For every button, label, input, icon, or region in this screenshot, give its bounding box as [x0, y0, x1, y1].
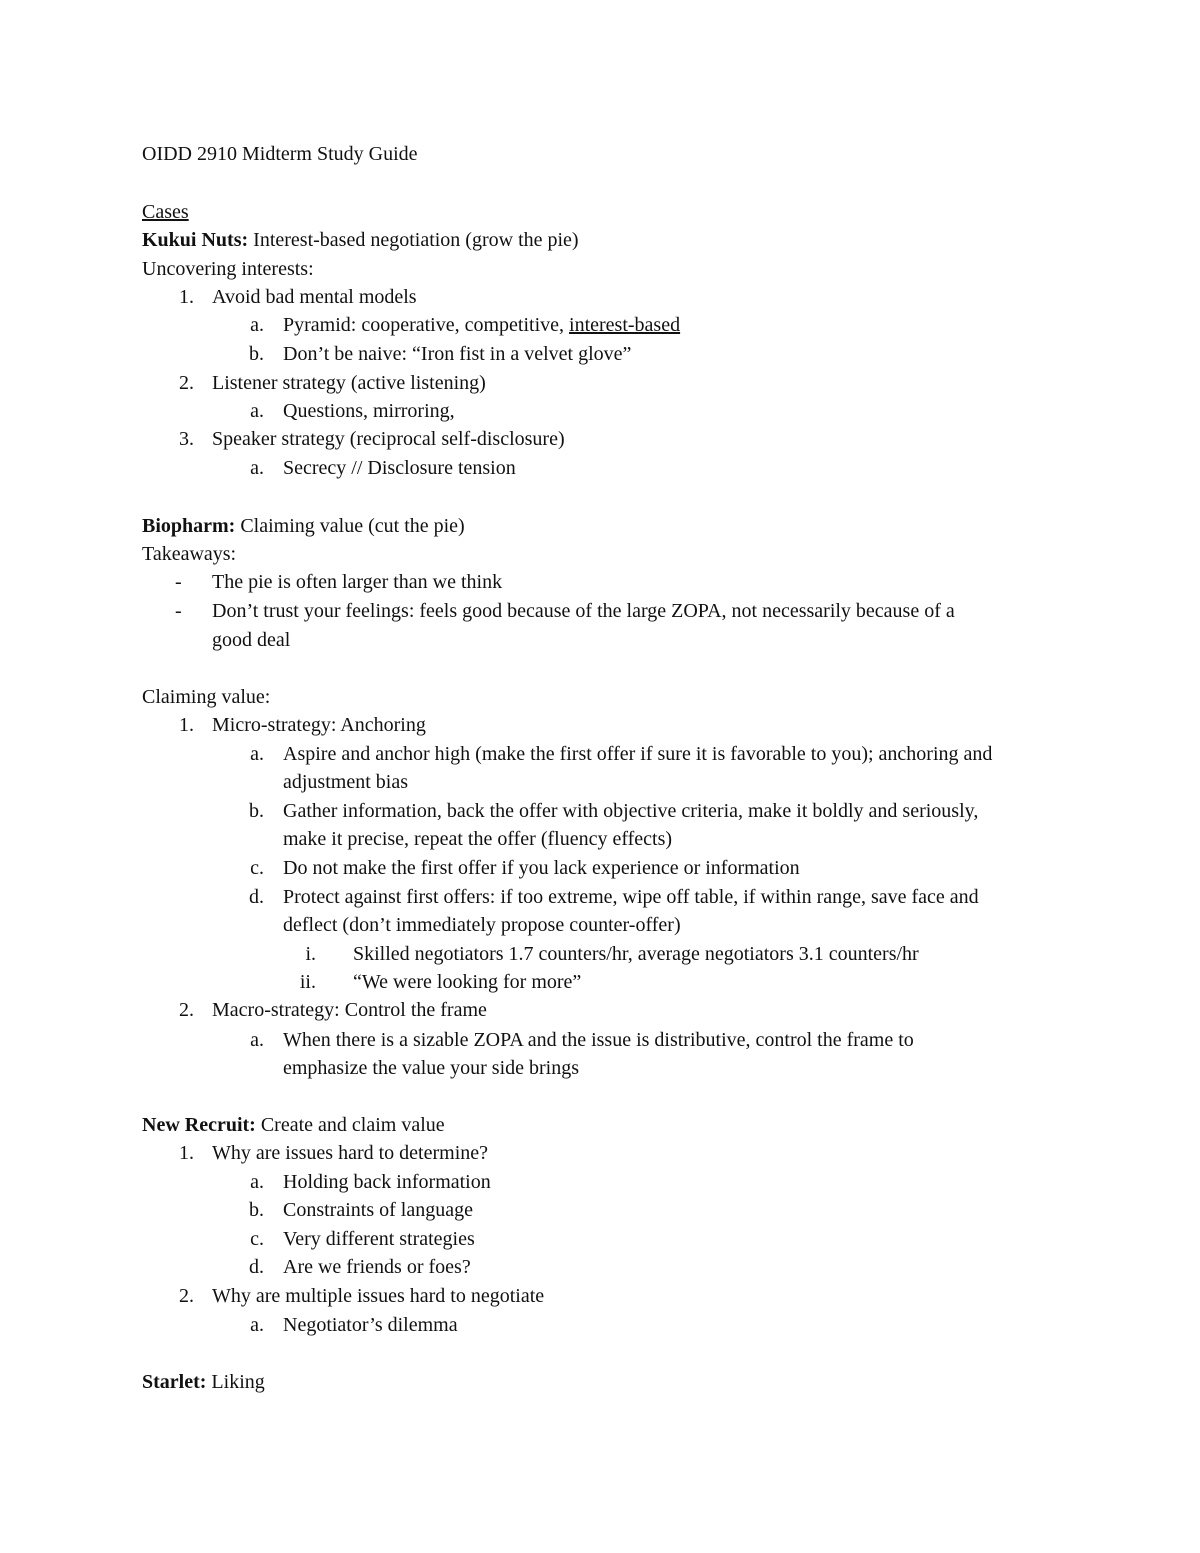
list-marker: 2. [179, 372, 194, 394]
list-marker: 2. [179, 999, 194, 1021]
bullet-item: Don’t trust your feelings: feels good because of the large ZOPA, not necessarily because of a [212, 600, 955, 622]
kukui-label: Kukui Nuts: [142, 229, 249, 251]
list-item: Why are multiple issues hard to negotiate [212, 1285, 545, 1307]
list-item: Aspire and anchor high (make the first offer if sure it is favorable to you); anchoring and [283, 743, 993, 765]
list-marker: d. [249, 886, 264, 908]
list-marker: c. [250, 1228, 264, 1250]
list-item: Holding back information [283, 1171, 491, 1193]
list-marker: 2. [179, 1285, 194, 1307]
list-marker: a. [250, 457, 264, 479]
list-marker: 1. [179, 1142, 194, 1164]
list-marker: a. [250, 1171, 264, 1193]
list-item: Do not make the first offer if you lack experience or information [283, 857, 800, 879]
list-marker: 1. [179, 286, 194, 308]
new-recruit-heading [142, 1113, 445, 1137]
list-marker: 3. [179, 428, 194, 450]
list-item: When there is a sizable ZOPA and the issue is distributive, control the frame to [283, 1029, 914, 1051]
list-item-continued: emphasize the value your side brings [283, 1057, 580, 1079]
list-item: Protect against first offers: if too extreme, wipe off table, if within range, save face and [283, 886, 979, 908]
list-marker: a. [250, 743, 264, 765]
list-item: Micro-strategy: Anchoring [212, 714, 426, 736]
list-marker: b. [249, 343, 264, 365]
claiming-value-label: Claiming value: [142, 686, 271, 708]
biopharm-label: Biopharm: [142, 515, 236, 537]
underlined-term: interest-based [569, 314, 681, 336]
list-item: Macro-strategy: Control the frame [212, 999, 487, 1021]
list-item: Very different strategies [283, 1228, 475, 1250]
list-item: Gather information, back the offer with objective criteria, make it boldly and seriously, [283, 800, 979, 822]
list-item-continued: make it precise, repeat the offer (fluency effects) [283, 828, 673, 850]
list-item: Why are issues hard to determine? [212, 1142, 489, 1164]
list-item: Don’t be naive: “Iron fist in a velvet glove” [283, 343, 632, 365]
bullet-dash: - [175, 600, 182, 622]
starlet-desc: Liking [206, 1371, 265, 1393]
cases-heading: Cases [142, 201, 189, 223]
list-item [283, 313, 680, 337]
list-item: Negotiator’s dilemma [283, 1314, 458, 1336]
list-item: “We were looking for more” [353, 971, 582, 993]
list-marker: 1. [179, 714, 194, 736]
list-item: Listener strategy (active listening) [212, 372, 486, 394]
list-marker: a. [250, 1029, 264, 1051]
list-marker: b. [249, 800, 264, 822]
list-item: Avoid bad mental models [212, 286, 417, 308]
list-item-text: Pyramid: cooperative, competitive, [283, 314, 570, 336]
list-item-continued: adjustment bias [283, 771, 408, 793]
list-marker: c. [250, 857, 264, 879]
kukui-heading [142, 228, 579, 252]
list-marker: d. [249, 1256, 264, 1278]
list-marker: a. [250, 400, 264, 422]
uncovering-label: Uncovering interests: [142, 258, 314, 280]
list-marker: ii. [299, 971, 316, 993]
list-item: Skilled negotiators 1.7 counters/hr, average negotiators 3.1 counters/hr [353, 943, 919, 965]
takeaways-label: Takeaways: [142, 543, 237, 565]
starlet-label: Starlet: [142, 1371, 207, 1393]
bullet-item: The pie is often larger than we think [212, 571, 503, 593]
new-recruit-label: New Recruit: [142, 1114, 256, 1136]
list-marker: i. [305, 943, 316, 965]
list-item: Secrecy // Disclosure tension [283, 457, 516, 479]
starlet-heading [142, 1370, 265, 1394]
list-item: Are we friends or foes? [283, 1256, 471, 1278]
document-title: OIDD 2910 Midterm Study Guide [142, 143, 418, 165]
list-item: Constraints of language [283, 1199, 473, 1221]
list-item: Questions, mirroring, [283, 400, 455, 422]
bullet-dash: - [175, 571, 182, 593]
kukui-desc: Interest-based negotiation (grow the pie) [248, 229, 579, 251]
list-item-continued: deflect (don’t immediately propose counter-offer) [283, 914, 681, 936]
biopharm-desc: Claiming value (cut the pie) [235, 515, 465, 537]
list-item: Speaker strategy (reciprocal self-disclosure) [212, 428, 565, 450]
new-recruit-desc: Create and claim value [255, 1114, 445, 1136]
list-marker: a. [250, 1314, 264, 1336]
bullet-item-continued: good deal [212, 629, 291, 651]
list-marker: a. [250, 314, 264, 336]
biopharm-heading [142, 514, 465, 538]
list-marker: b. [249, 1199, 264, 1221]
